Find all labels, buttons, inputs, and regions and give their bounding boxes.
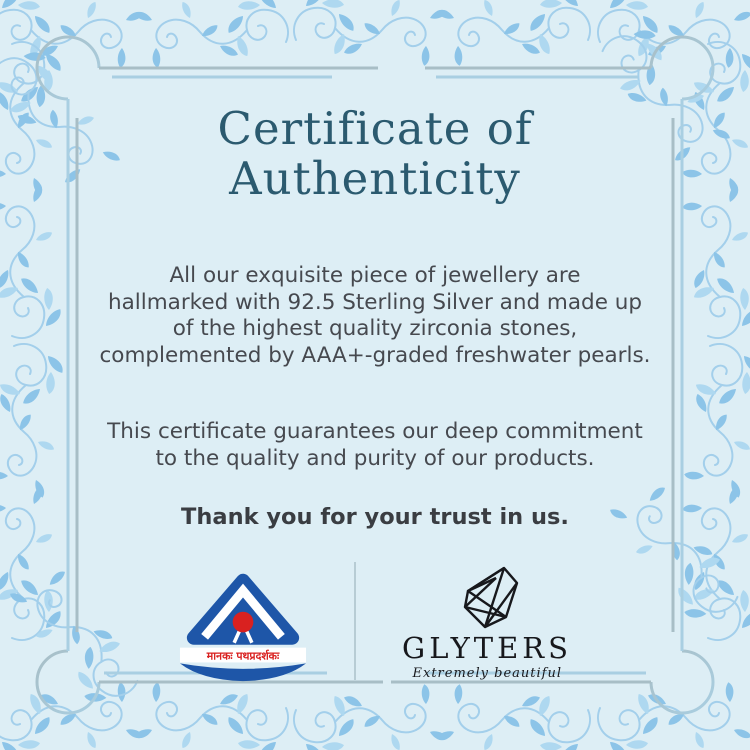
- bis-red-dot: [233, 612, 254, 633]
- paragraph-1-line-3: of the highest quality zirconia stones,: [172, 316, 578, 341]
- bis-caption-text: मानकः पथप्रदर्शकः: [206, 649, 280, 663]
- paragraph-1-line-2: hallmarked with 92.5 Sterling Silver and made up: [107, 289, 643, 315]
- brand-tagline: Extremely beautiful: [412, 666, 562, 681]
- bis-hallmark-icon: [178, 564, 308, 686]
- paragraph-1-line-4: complemented by AAA+-graded freshwater pearls.: [99, 342, 651, 368]
- bis-swoosh: [180, 663, 306, 681]
- certificate-paragraph-2: [85, 419, 665, 472]
- paragraph-2-line-2: to the quality and purity of our products.: [155, 445, 595, 471]
- brand-wordmark: GLYTERS: [402, 631, 572, 665]
- paragraph-1-line-1: All our exquisite piece of jewellery are: [169, 263, 581, 288]
- glyters-logo: [402, 554, 572, 681]
- certificate-content: [70, 70, 680, 680]
- thank-you-line: Thank you for your trust in us.: [181, 504, 569, 530]
- logo-row: [70, 562, 680, 686]
- certificate-paragraph-1: [85, 263, 665, 369]
- certificate-title: Certificate of Authenticity: [217, 102, 533, 205]
- logo-divider: [354, 562, 356, 680]
- paragraph-2-line-1: This certificate guarantees our deep commitment: [107, 419, 643, 444]
- diamond-icon: [449, 554, 525, 632]
